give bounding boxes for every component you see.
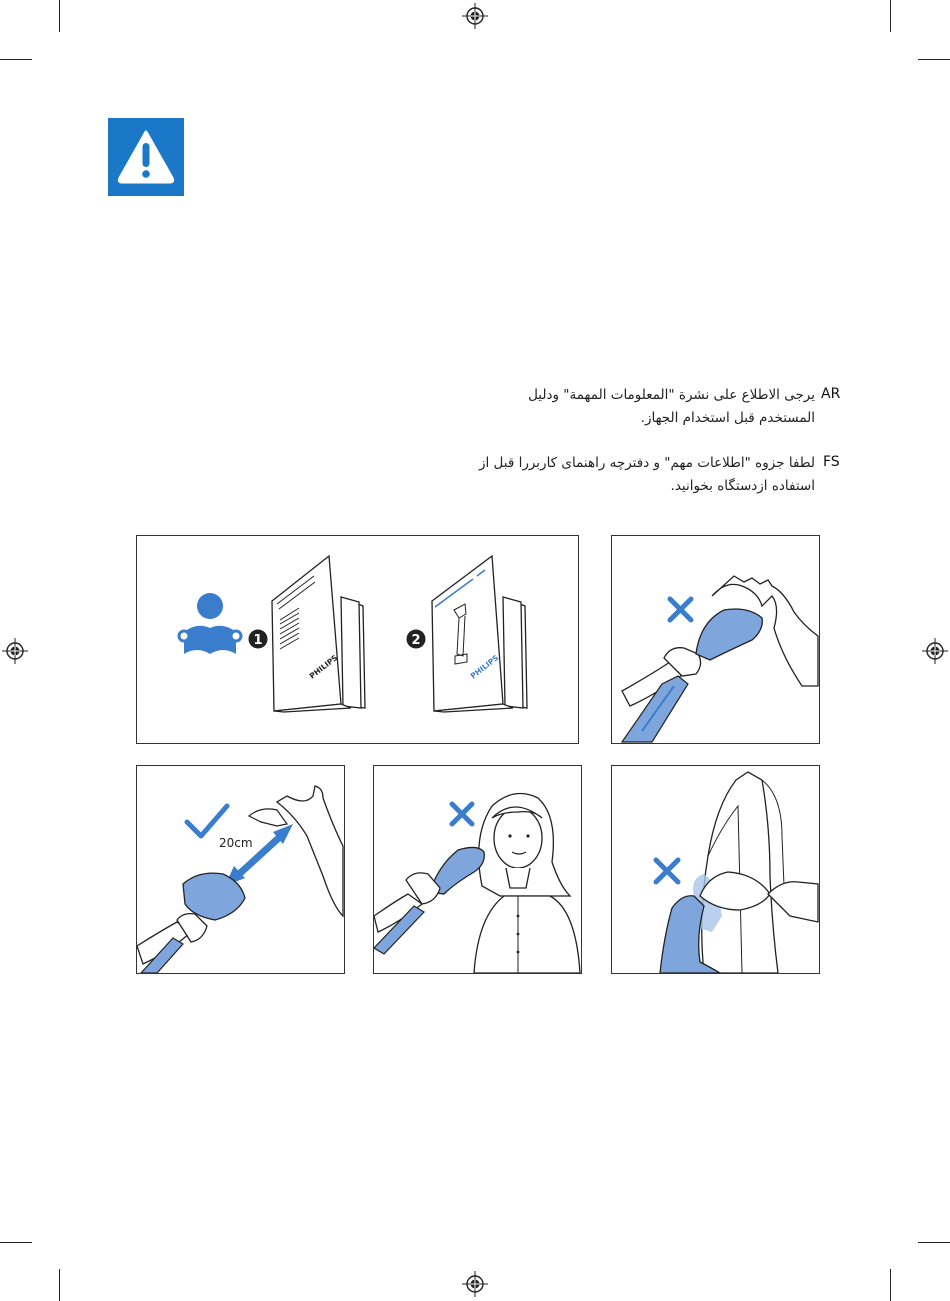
svg-text:PHILIPS: PHILIPS — [468, 653, 501, 681]
text-line: يرجى الاطلاع على نشرة "المعلومات المهمة" ودليل — [528, 387, 815, 403]
crop-mark — [918, 59, 950, 60]
crop-mark — [59, 0, 60, 32]
illustration-no-steam-on-person — [373, 765, 582, 974]
language-code: AR — [821, 386, 841, 402]
crop-mark — [890, 0, 891, 32]
svg-text:2: 2 — [411, 633, 421, 648]
illustration-no-steam-on-hand — [611, 535, 820, 744]
woman-figure — [474, 794, 580, 974]
cross-icon — [670, 599, 691, 620]
language-text-fs — [395, 452, 815, 498]
illustration-no-steam-on-worn-clothes — [611, 765, 820, 974]
warning-triangle-icon — [108, 118, 184, 196]
illustration-read-manuals — [136, 535, 579, 744]
registration-mark-icon — [2, 638, 28, 664]
language-text-ar — [395, 384, 815, 430]
registration-mark-icon — [922, 638, 948, 664]
svg-text:1: 1 — [253, 633, 263, 648]
language-code: FS — [823, 454, 840, 470]
svg-text:PHILIPS: PHILIPS — [307, 653, 340, 681]
warning-badge — [108, 118, 184, 196]
text-line: لطفا جزوه "اطلاعات مهم" و دفترچه راهنمای کاربررا قبل از — [478, 455, 815, 471]
crop-mark — [890, 1269, 891, 1301]
crop-mark — [59, 1269, 60, 1301]
double-arrow-icon — [225, 824, 293, 886]
check-icon — [187, 806, 227, 836]
booklet-user-manual — [432, 556, 527, 712]
text-line: استفاده ازدستگاه بخوانید. — [670, 478, 815, 494]
crop-mark — [0, 59, 32, 60]
booklet-important-info — [272, 556, 365, 712]
illustration-keep-distance — [136, 765, 345, 974]
crop-mark — [918, 1242, 950, 1243]
registration-mark-icon — [462, 1271, 488, 1297]
cross-icon — [452, 804, 472, 824]
reading-person-icon — [179, 593, 241, 654]
registration-mark-icon — [462, 3, 488, 29]
crop-mark — [0, 1242, 32, 1243]
svg-text:20cm: 20cm — [219, 836, 253, 850]
text-line: المستخدم قبل استخدام الجهاز. — [640, 410, 815, 426]
cross-icon — [656, 860, 678, 882]
